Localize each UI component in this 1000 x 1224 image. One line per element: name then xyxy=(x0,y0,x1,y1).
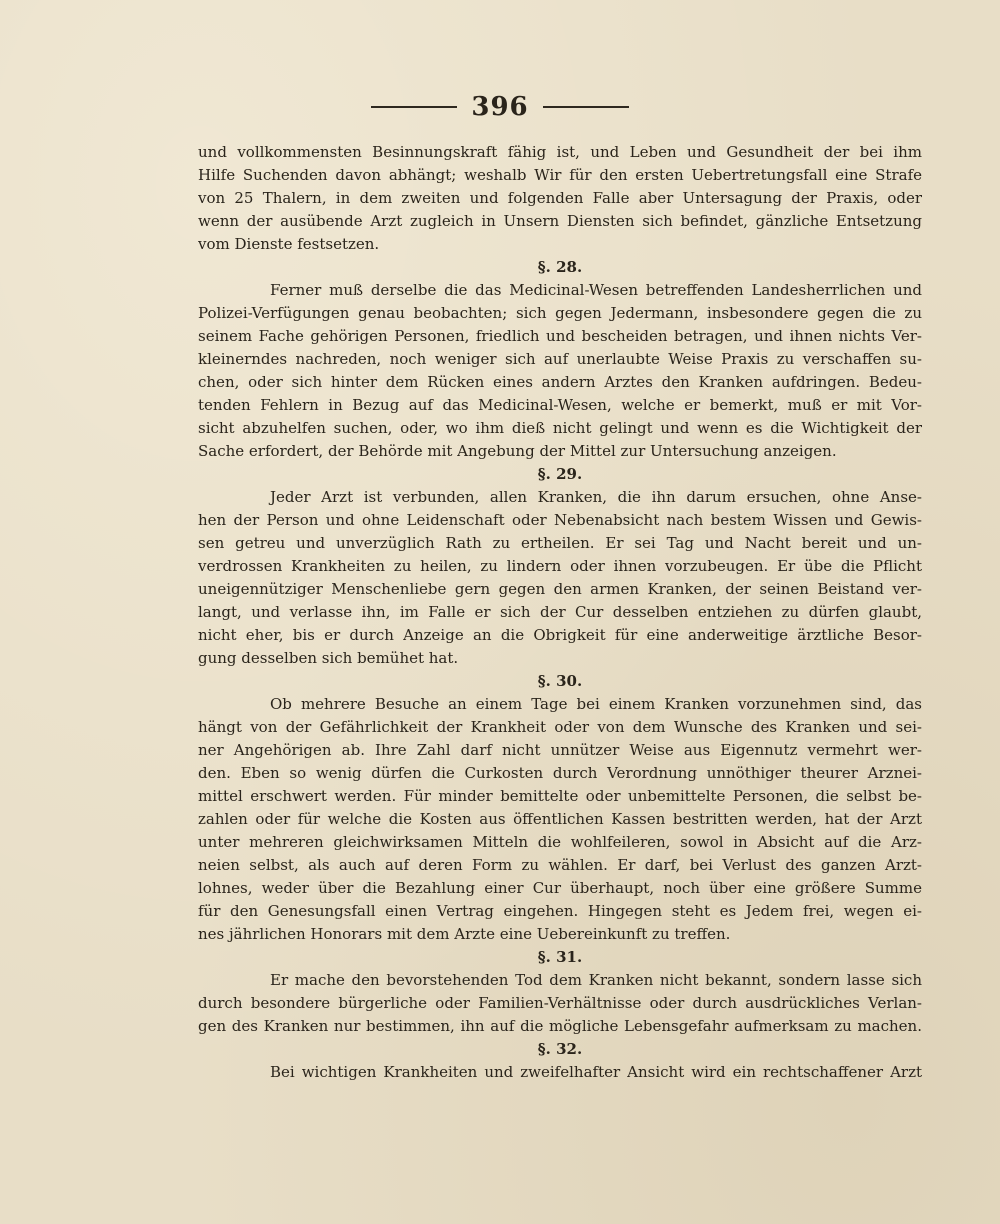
text-line: wenn der ausübende Arzt zugleich in Unsern Diensten sich befindet, gänzliche Entsetzung xyxy=(198,212,922,230)
text-line: Bei wichtigen Krankheiten und zweifelhafter Ansicht wird ein rechtschaffener Arzt xyxy=(270,1063,922,1081)
text-line: hängt von der Gefährlichkeit der Krankheit oder von dem Wunsche des Kranken und sei- xyxy=(198,718,922,736)
text-line: unter mehreren gleichwirksamen Mitteln die wohlfeileren, sowol in Absicht auf die Arz- xyxy=(198,833,922,851)
header-rule-left xyxy=(371,106,457,108)
text-line: durch besondere bürgerliche oder Familien-Verhältnisse oder durch ausdrückliches Verlan- xyxy=(198,994,922,1012)
text-line: uneigennütziger Menschenliebe gern gegen den armen Kranken, der seinen Beistand ver- xyxy=(198,580,922,598)
section-heading: §. 31. xyxy=(537,948,583,966)
page-header xyxy=(0,92,1000,122)
text-line: vom Dienste festsetzen. xyxy=(198,235,380,253)
text-line: sen getreu und unverzüglich Rath zu ertheilen. Er sei Tag und Nacht bereit und un- xyxy=(198,534,922,552)
section-heading: §. 28. xyxy=(537,258,583,276)
body-text xyxy=(198,141,922,1084)
text-line: nes jährlichen Honorars mit dem Arzte eine Uebereinkunft zu treffen. xyxy=(198,925,731,943)
text-line: neien selbst, als auch auf deren Form zu wählen. Er darf, bei Verlust des ganzen Arzt- xyxy=(198,856,922,874)
text-line: Polizei-Verfügungen genau beobachten; sich gegen Jedermann, insbesondere gegen die zu xyxy=(198,304,922,322)
text-line: sicht abzuhelfen suchen, oder, wo ihm dieß nicht gelingt und wenn es die Wichtigkeit der xyxy=(198,419,922,437)
header-rule-right xyxy=(543,106,629,108)
text-line: und vollkommensten Besinnungskraft fähig ist, und Leben und Gesundheit der bei ihm xyxy=(198,143,922,161)
text-line: von 25 Thalern, in dem zweiten und folgenden Falle aber Untersagung der Praxis, oder xyxy=(198,189,922,207)
text-line: ner Angehörigen ab. Ihre Zahl darf nicht unnützer Weise aus Eigennutz vermehrt wer- xyxy=(198,741,922,759)
text-line: mittel erschwert werden. Für minder bemittelte oder unbemittelte Personen, die selbst be- xyxy=(198,787,922,805)
text-line: chen, oder sich hinter dem Rücken eines andern Arztes den Kranken aufdringen. Bedeu- xyxy=(198,373,922,391)
text-line: seinem Fache gehörigen Personen, friedlich und bescheiden betragen, und ihnen nichts Ver- xyxy=(198,327,922,345)
text-line: Er mache den bevorstehenden Tod dem Kranken nicht bekannt, sondern lasse sich xyxy=(270,971,922,989)
section-heading: §. 30. xyxy=(537,672,583,690)
text-line: lohnes, weder über die Bezahlung einer Cur überhaupt, noch über eine größere Summe xyxy=(198,879,922,897)
text-line: Jeder Arzt ist verbunden, allen Kranken, die ihn darum ersuchen, ohne Anse- xyxy=(270,488,922,506)
section-heading: §. 29. xyxy=(537,465,583,483)
text-line: gung desselben sich bemühet hat. xyxy=(198,649,459,667)
text-line: Sache erfordert, der Behörde mit Angebung der Mittel zur Untersuchung anzeigen. xyxy=(198,442,837,460)
text-line: den. Eben so wenig dürfen die Curkosten durch Verordnung unnöthiger theurer Arznei- xyxy=(198,764,922,782)
text-line: für den Genesungsfall einen Vertrag eingehen. Hingegen steht es Jedem frei, wegen ei- xyxy=(198,902,922,920)
text-line: Ob mehrere Besuche an einem Tage bei einem Kranken vorzunehmen sind, das xyxy=(270,695,922,713)
text-line: verdrossen Krankheiten zu heilen, zu lindern oder ihnen vorzubeugen. Er übe die Pflicht xyxy=(198,557,922,575)
text-line: Hilfe Suchenden davon abhängt; weshalb Wir für den ersten Uebertretungsfall eine Strafe xyxy=(198,166,922,184)
page-number: 396 xyxy=(471,92,529,122)
text-line: zahlen oder für welche die Kosten aus öffentlichen Kassen bestritten werden, hat der Arzt xyxy=(198,810,922,828)
section-heading: §. 32. xyxy=(537,1040,583,1058)
text-line: Ferner muß derselbe die das Medicinal-Wesen betreffenden Landesherrlichen und xyxy=(270,281,922,299)
text-line: nicht eher, bis er durch Anzeige an die Obrigkeit für eine anderweitige ärztliche Besor- xyxy=(198,626,922,644)
text-line: hen der Person und ohne Leidenschaft oder Nebenabsicht nach bestem Wissen und Gewis- xyxy=(198,511,922,529)
text-line: tenden Fehlern in Bezug auf das Medicinal-Wesen, welche er bemerkt, muß er mit Vor- xyxy=(198,396,922,414)
text-line: kleinerndes nachreden, noch weniger sich auf unerlaubte Weise Praxis zu verschaffen su- xyxy=(198,350,922,368)
text-line: gen des Kranken nur bestimmen, ihn auf die mögliche Lebensgefahr aufmerksam zu machen. xyxy=(198,1017,922,1035)
text-line: langt, und verlasse ihn, im Falle er sich der Cur desselben entziehen zu dürfen glaubt, xyxy=(198,603,922,621)
